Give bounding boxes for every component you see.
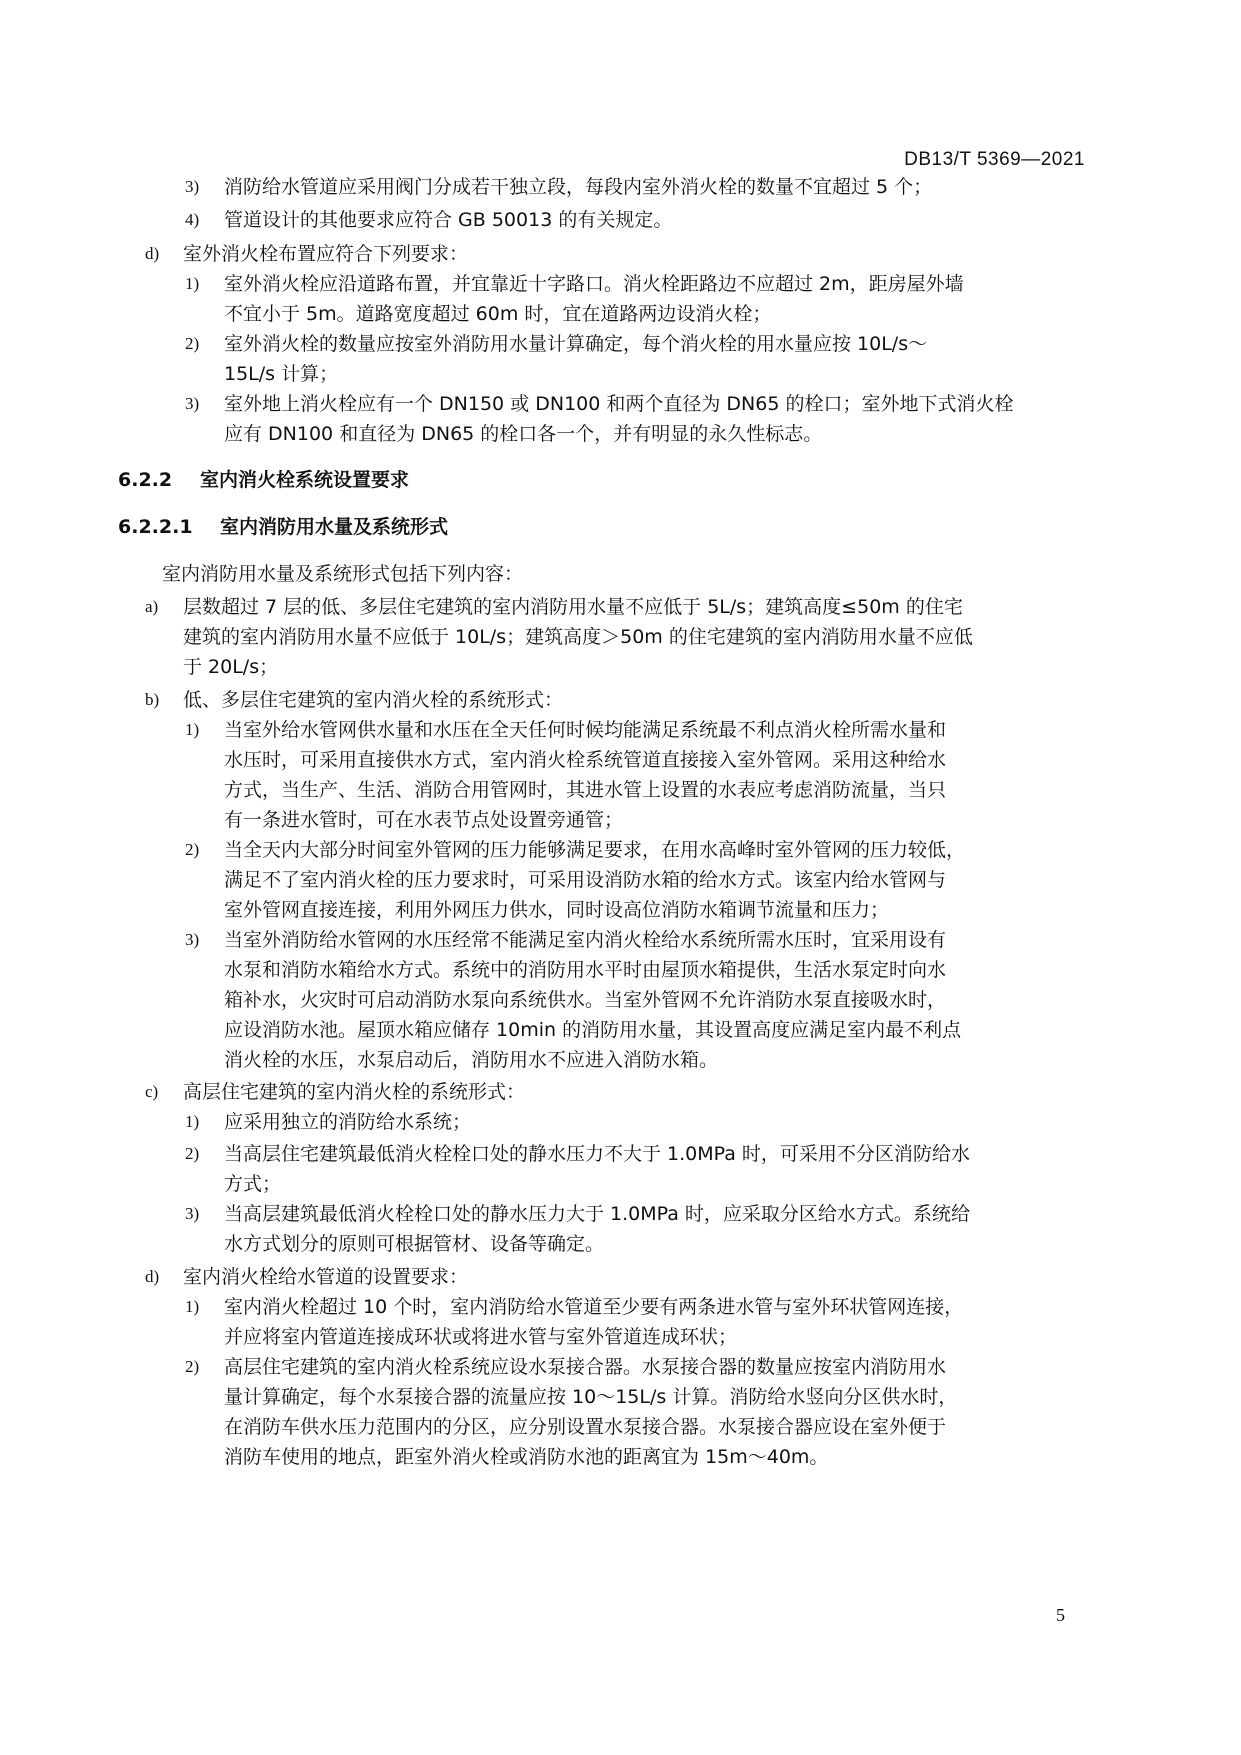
list-item-text: 层数超过 7 层的低、多层住宅建筑的室内消防用水量不应低于 5L/s；建筑高度≤50m 的住宅 (183, 596, 963, 618)
list-item-text: 室外消火栓的数量应按室外消防用水量计算确定，每个消火栓的用水量应按 10L/s～ (224, 333, 928, 355)
list-number: 3) (185, 177, 200, 196)
list-label: d) (145, 244, 160, 263)
list-item-text: 箱补水，火灾时可启动消防水泵向系统供水。当室外管网不允许消防水泵直接吸水时， (224, 989, 947, 1011)
list-item-text: 方式，当生产、生活、消防合用管网时，其进水管上设置的水表应考虑消防流量，当只 (224, 779, 947, 801)
list-item-text: 量计算确定，每个水泵接合器的流量应按 10～15L/s 计算。消防给水竖向分区供水时， (224, 1386, 958, 1408)
subsection-heading-title: 室内消防用水量及系统形式 (220, 516, 449, 538)
intro-paragraph: 室内消防用水量及系统形式包括下列内容： (162, 563, 524, 585)
list-item-text: 当全天内大部分时间室外管网的压力能够满足要求，在用水高峰时室外管网的压力较低， (224, 839, 966, 861)
subsection-heading-number: 6.2.2.1 (118, 516, 193, 538)
list-item-title: 室外消火栓布置应符合下列要求： (183, 243, 469, 265)
list-item-text: 建筑的室内消防用水量不应低于 10L/s；建筑高度＞50m 的住宅建筑的室内消防用水量不应低 (183, 626, 973, 648)
list-number: 3) (185, 1204, 200, 1223)
list-label: c) (145, 1082, 159, 1101)
list-label: b) (145, 690, 160, 709)
list-label: d) (145, 1267, 160, 1286)
list-number: 2) (185, 840, 200, 859)
list-item-text: 不宜小于 5m。道路宽度超过 60m 时，宜在道路两边设消火栓； (224, 303, 772, 325)
list-number: 3) (185, 930, 200, 949)
list-item-text: 方式； (224, 1173, 282, 1195)
list-item-text: 消防车使用的地点，距室外消火栓或消防水池的距离宜为 15m～40m。 (224, 1446, 829, 1468)
list-item-text: 应有 DN100 和直径为 DN65 的栓口各一个，并有明显的永久性标志。 (224, 423, 823, 445)
list-item-text: 当高层建筑最低消火栓栓口处的静水压力大于 1.0MPa 时，应采取分区给水方式。系统给 (224, 1203, 970, 1225)
list-number: 1) (185, 274, 200, 293)
list-item-text: 室内消火栓超过 10 个时，室内消防给水管道至少要有两条进水管与室外环状管网连接， (224, 1296, 964, 1318)
list-item-text: 水方式划分的原则可根据管材、设备等确定。 (224, 1233, 605, 1255)
list-item-text: 室外管网直接连接，利用外网压力供水，同时设高位消防水箱调节流量和压力； (224, 899, 890, 921)
list-item-text: 有一条进水管时，可在水表节点处设置旁通管； (224, 809, 624, 831)
list-item-title: 室内消火栓给水管道的设置要求： (183, 1266, 469, 1288)
list-item-text: 室外消火栓应沿道路布置，并宜靠近十字路口。消火栓距路边不应超过 2m，距房屋外墙 (224, 273, 964, 295)
list-item-text: 15L/s 计算； (224, 363, 339, 385)
list-item-text: 水泵和消防水箱给水方式。系统中的消防用水平时由屋顶水箱提供，生活水泵定时向水 (224, 959, 947, 981)
list-item-text: 消防给水管道应采用阀门分成若干独立段，每段内室外消火栓的数量不宜超过 5 个； (224, 176, 933, 198)
list-item-title: 低、多层住宅建筑的室内消火栓的系统形式： (183, 689, 564, 711)
section-heading-title: 室内消火栓系统设置要求 (200, 469, 410, 491)
list-number: 2) (185, 1144, 200, 1163)
list-item-text: 应采用独立的消防给水系统； (224, 1111, 472, 1133)
list-number: 2) (185, 334, 200, 353)
list-number: 1) (185, 1112, 200, 1131)
list-item-text: 高层住宅建筑的室内消火栓系统应设水泵接合器。水泵接合器的数量应按室内消防用水 (224, 1356, 947, 1378)
list-item-text: 当室外消防给水管网的水压经常不能满足室内消火栓给水系统所需水压时，宜采用设有 (224, 929, 947, 951)
list-number: 1) (185, 1297, 200, 1316)
list-item-text: 在消防车供水压力范围内的分区，应分别设置水泵接合器。水泵接合器应设在室外便于 (224, 1416, 947, 1438)
list-item-text: 室外地上消火栓应有一个 DN150 或 DN100 和两个直径为 DN65 的栓口；室外地下式消火栓 (224, 393, 1014, 415)
list-label: a) (145, 597, 159, 616)
list-item-text: 消火栓的水压，水泵启动后，消防用水不应进入消防水箱。 (224, 1049, 719, 1071)
page-header-doc-code: DB13/T 5369—2021 (904, 149, 1085, 170)
section-heading-number: 6.2.2 (118, 469, 173, 491)
list-item-text: 管道设计的其他要求应符合 GB 50013 的有关规定。 (224, 209, 673, 231)
list-item-text: 并应将室内管道连接成环状或将进水管与室外管道连成环状； (224, 1326, 738, 1348)
list-item-text: 满足不了室内消火栓的压力要求时，可采用设消防水箱的给水方式。该室内给水管网与 (224, 869, 947, 891)
page-number: 5 (1056, 1605, 1065, 1625)
list-number: 1) (185, 720, 200, 739)
list-item-text: 水压时，可采用直接供水方式，室内消火栓系统管道直接接入室外管网。采用这种给水 (224, 749, 947, 771)
list-item-text: 于 20L/s； (183, 656, 279, 678)
list-item-title: 高层住宅建筑的室内消火栓的系统形式： (183, 1081, 526, 1103)
list-number: 2) (185, 1357, 200, 1376)
list-number: 4) (185, 210, 200, 229)
list-item-text: 当高层住宅建筑最低消火栓栓口处的静水压力不大于 1.0MPa 时，可采用不分区消防给水 (224, 1143, 970, 1165)
list-number: 3) (185, 394, 200, 413)
list-item-text: 当室外给水管网供水量和水压在全天任何时候均能满足系统最不利点消火栓所需水量和 (224, 719, 947, 741)
list-item-text: 应设消防水池。屋顶水箱应储存 10min 的消防用水量，其设置高度应满足室内最不利点 (224, 1019, 962, 1041)
